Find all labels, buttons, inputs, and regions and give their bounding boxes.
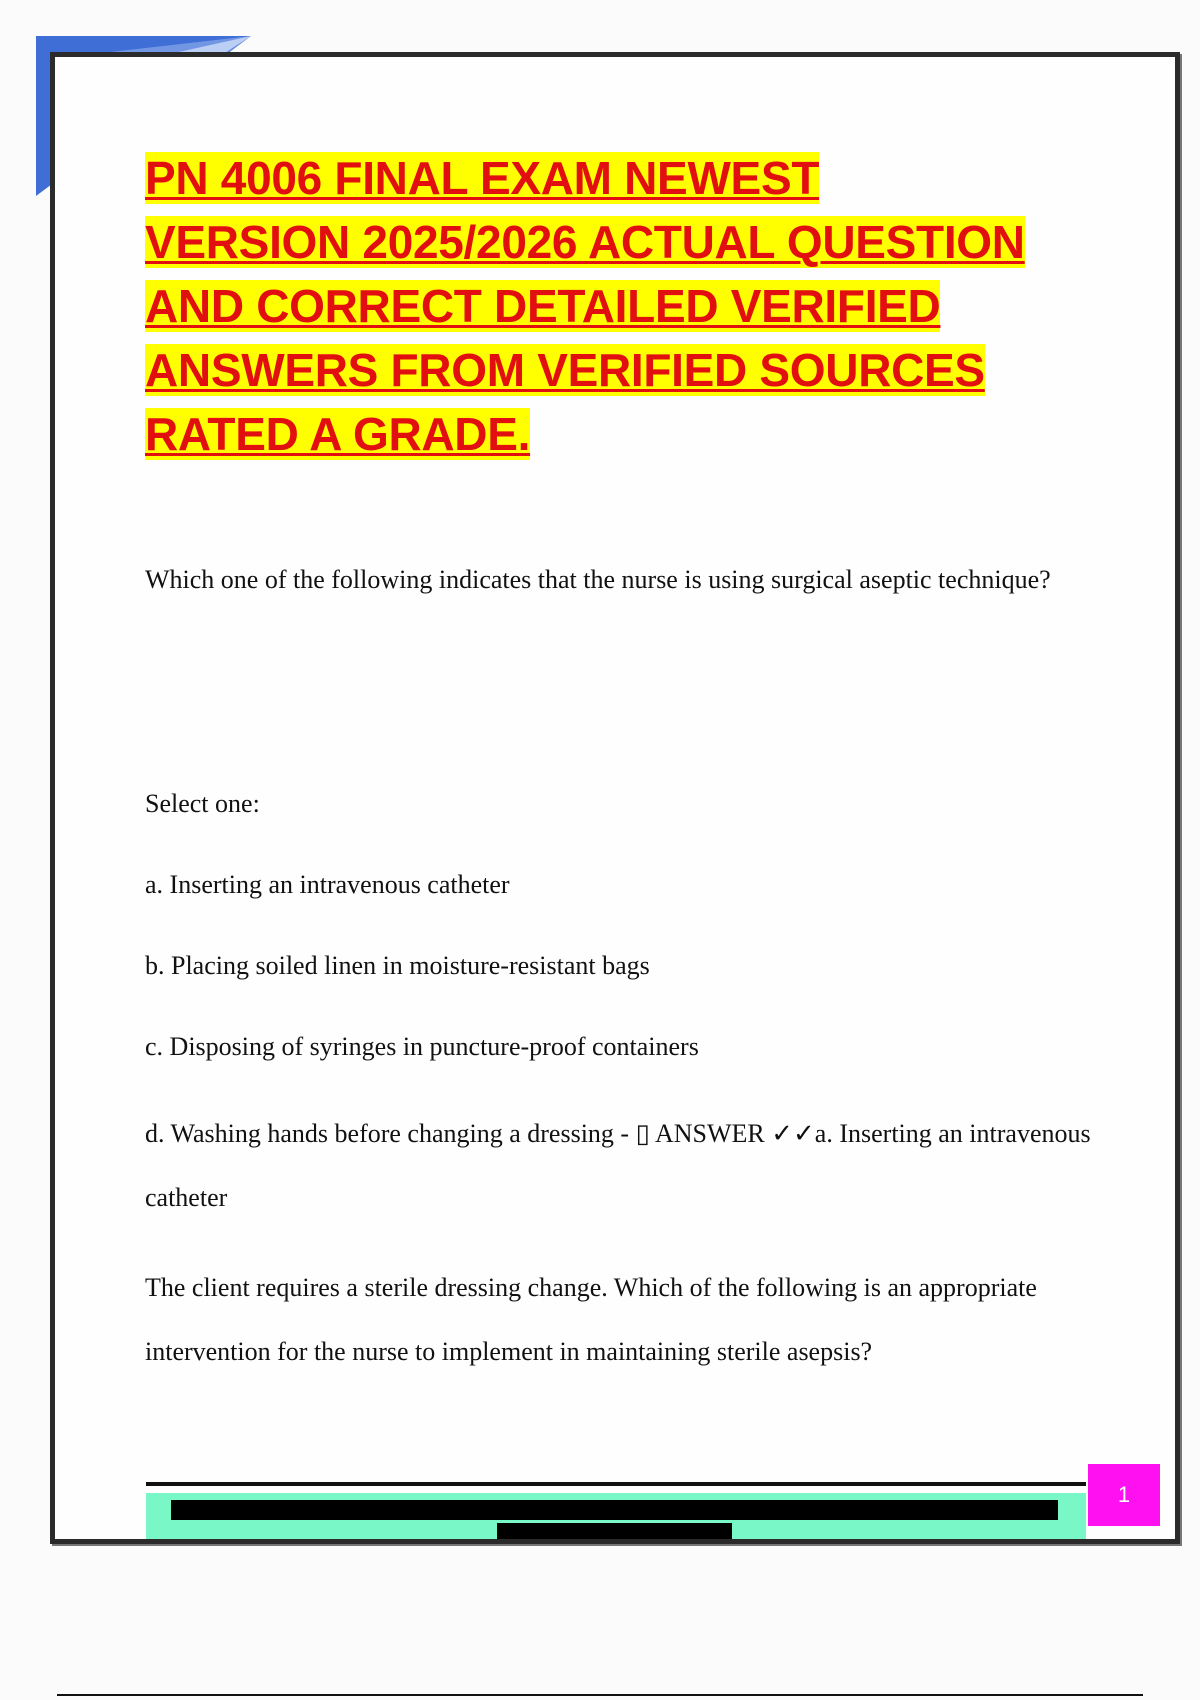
option-a: a. Inserting an intravenous catheter	[145, 870, 510, 899]
option-b: b. Placing soiled linen in moisture-resistant bags	[145, 951, 650, 980]
document-title	[145, 146, 1105, 466]
select-one-prompt: Select one:	[145, 789, 260, 818]
footer-rule	[146, 1482, 1086, 1486]
question-2-stem: The client requires a sterile dressing change. Which of the following is an appropriate intervention for the nurse to implement in maintaining sterile asepsis?	[145, 1273, 1037, 1366]
option-d-with-answer: d. Washing hands before changing a dressing - ▯ ANSWER ✓✓a. Inserting an intravenous catheter	[145, 1119, 1091, 1212]
title-line: ANSWERS FROM VERIFIED SOURCES	[145, 344, 985, 396]
question-1-stem: Which one of the following indicates that the nurse is using surgical aseptic technique?	[145, 565, 1051, 594]
bottom-divider	[57, 1694, 1143, 1696]
footer-redaction-bar-short	[497, 1523, 732, 1539]
option-c: c. Disposing of syringes in puncture-proof containers	[145, 1032, 699, 1061]
title-line: RATED A GRADE.	[145, 408, 531, 460]
title-line: VERSION 2025/2026 ACTUAL QUESTION	[145, 216, 1025, 268]
title-line: PN 4006 FINAL EXAM NEWEST	[145, 152, 820, 204]
footer-redaction-bar	[171, 1500, 1058, 1520]
page-number-badge: 1	[1088, 1464, 1160, 1526]
title-line: AND CORRECT DETAILED VERIFIED	[145, 280, 941, 332]
